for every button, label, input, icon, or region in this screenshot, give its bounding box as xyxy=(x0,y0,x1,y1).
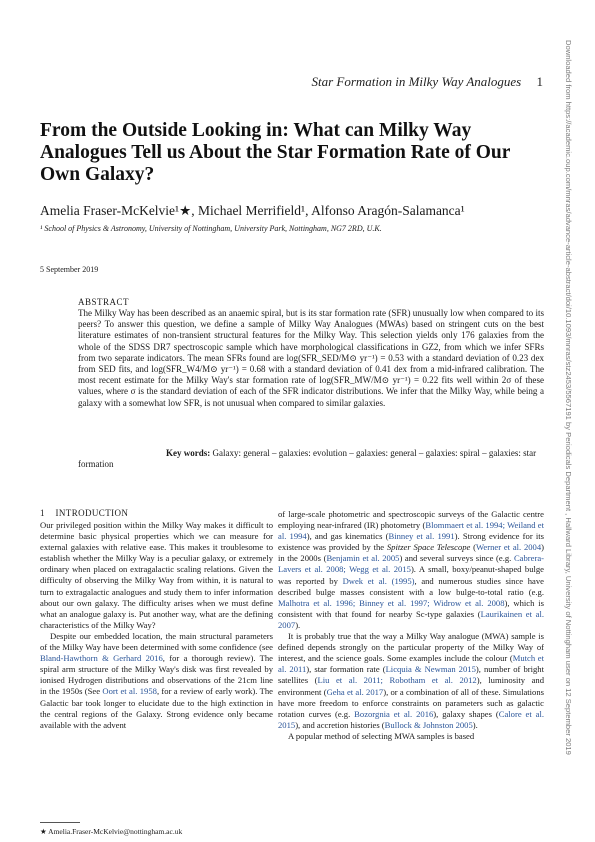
keywords-text: Galaxy: general – galaxies: evolution – galaxies: general – galaxies: spiral – galaxies: star formation xyxy=(78,448,537,470)
authors: Amelia Fraser-McKelvie¹★, Michael Merrifield¹, Alfonso Aragón-Salamanca¹ xyxy=(40,203,465,218)
abstract-text: The Milky Way has been described as an anaemic spiral, but is its star formation rate (SFR) unusually low when compared to its peers? To answer this question, we define a sample of Milky Way Analogues (MWAs) based on stringent cuts on the best literature estimates of non-transient structural features for the Milky Way. This selection yields only 176 galaxies from the whole of the SDSS DR7 spectroscopic sample which have morphological classifications in GZ2, from which we infer SFRs from two separate indicators. The mean SFRs found are log(SFR_SED/M⊙ yr⁻¹) = 0.53 with a standard deviation of 0.23 dex from SED fits, and log(SFR_W4/M⊙ yr⁻¹) = 0.68 with a standard deviation of 0.41 dex from a mid-infrared calibration. The most recent estimate for the Milky Way's star formation rate of log(SFR_MW/M⊙ yr⁻¹) = 0.22 fits well within 2σ of these values, where σ is the standard deviation of each of the SFR indicator distributions. We infer that the Milky Way, while being a galaxy with a somewhat low SFR, is not unusual when compared to similar galaxies. xyxy=(78,308,544,408)
citation-link[interactable]: Mutch et al. 2011 xyxy=(278,653,544,675)
citation-link[interactable]: Dwek et al. (1995) xyxy=(342,575,415,586)
keywords xyxy=(78,448,544,471)
intro-paragraph-2: Despite our embedded location, the main structural parameters of the Milky Way have been determined with some confidence (see Bland-Hawthorn & Gerhard 2016, for a thorough review). The spiral arm structure of the Milky Way's disk was first revealed by ionised Hydrogen distributions and observations of the 21cm line in the 1950s (See Oort et al. 1958, for a review of early work). The Galactic bar took longer to elucidate due to the high extinction in the central regions of the Galaxy. Strong evidence only became available with the advent xyxy=(40,630,273,730)
citation-link[interactable]: Werner et al. 2004 xyxy=(476,542,542,553)
citation-link[interactable]: Liu et al. 2011; Robotham et al. 2012 xyxy=(317,675,477,686)
citation-link[interactable]: Oort et al. 1958 xyxy=(102,686,157,697)
date: 5 September 2019 xyxy=(40,265,99,274)
intro-paragraph-3: of large-scale photometric and spectroscopic surveys of the Galactic centre employing near-infrared (IR) photometry (Blommaert et al. 1994; Weiland et al. 1994), and gas kinematics (Binney et al. 1991). Strong evidence for its existence was provided by the Spitzer Space Telescope (Werner et al. 2004) in the 2000s (Benjamin et al. 2005) and several surveys since (e.g. Cabrera-Lavers et al. 2008; Wegg et al. 2015). A small, boxy/peanut-shaped bulge was reported by Dwek et al. (1995), and numerous studies since have described bulge masses consistent with a low bulge-to-total ratio (e.g. Malhotra et al. 1996; Binney et al. 1997; Widrow et al. 2008), which is consistent with that found for nearby Sc-type galaxies (Laurikainen et al. 2007). xyxy=(278,509,545,630)
citation-link[interactable]: Bullock & Johnston 2005 xyxy=(384,719,473,730)
footnote-divider xyxy=(40,822,80,823)
citation-link[interactable]: Bland-Hawthorn & Gerhard 2016 xyxy=(40,653,163,664)
download-watermark xyxy=(563,40,583,800)
intro-paragraph-1: Our privileged position within the Milky Way makes it difficult to determine basic physical properties which we can measure for external galaxies with relative ease. This makes it troublesome to establish whether the Milky Way is a peculiar galaxy, or extremely ordinary when placed on extragalactic scaling relations. Given the difficulty of observing the Milky Way from within, it is natural to turn to extragalactic analogues and study them to infer information about our own galaxy. The difficulty arises when we must define what an analogue galaxy is. Put another way, what are the defining characteristics of the Milky Way? xyxy=(40,520,273,630)
citation-link[interactable]: Laurikainen et al. 2007 xyxy=(278,608,544,630)
running-title: Star Formation in Milky Way Analogues xyxy=(311,74,522,89)
citation-link[interactable]: Benjamin et al. 2005 xyxy=(326,553,400,564)
paper-title: From the Outside Looking in: What can Milky Way Analogues Tell us About the Star Formation Rate of Our Own Galaxy? xyxy=(40,120,511,185)
running-header xyxy=(0,74,543,90)
section-title: INTRODUCTION xyxy=(55,508,129,518)
affiliation: ¹ School of Physics & Astronomy, University of Nottingham, University Park, Nottingham, NG7 2RD, U.K. xyxy=(40,224,382,233)
citation-link[interactable]: Malhotra et al. 1996; Binney et al. 1997; Widrow et al. 2008 xyxy=(278,597,505,608)
citation-link[interactable]: Geha et al. 2017 xyxy=(326,686,384,697)
page-number: 1 xyxy=(536,74,543,89)
citation-link[interactable]: Blommaert et al. 1994; Weiland et al. 1994 xyxy=(278,520,545,542)
keywords-label: Key words: xyxy=(166,448,211,458)
section-heading xyxy=(40,508,128,518)
citation-link[interactable]: Bozorgnia et al. 2016 xyxy=(354,708,434,719)
telescope-name: Spitzer Space Telescope xyxy=(386,542,471,553)
footnote: ★ Amelia.Fraser-McKelvie@nottingham.ac.uk xyxy=(40,827,183,836)
intro-paragraph-4: It is probably true that the way a Milky Way analogue (MWA) sample is defined depends strongly on the particular property of the Milky Way of interest, and the science goals. Some examples include the colour (Mutch et al. 2011), star formation rate (Licquia & Newman 2015), number of bright satellites (Liu et al. 2011; Robotham et al. 2012), luminosity and environment (Geha et al. 2017), or a combination of all of these. Simulations have more freedom to enforce constraints on parameters such as galactic rotation curves (e.g. Bozorgnia et al. 2016), galaxy shapes (Calore et al. 2015), and accretion histories (Bullock & Johnston 2005). xyxy=(278,631,545,730)
citation-link[interactable]: Cabrera-Lavers et al. 2008; Wegg et al. 2015 xyxy=(278,553,544,575)
citation-link[interactable]: Licquia & Newman 2015 xyxy=(385,664,476,675)
citation-link[interactable]: Binney et al. 1991 xyxy=(388,531,455,542)
abstract-heading: ABSTRACT xyxy=(78,297,130,307)
download-note: Downloaded from https://academic.oup.com/mnras/advance-article-abstract/doi/10.1093/mnras/stz2453/5567191 by Periodicals Department , Hallward Library, University of Nottingham user on 12 September 2019 xyxy=(564,40,573,755)
intro-paragraph-5: A popular method of selecting MWA samples is based xyxy=(288,730,475,741)
citation-link[interactable]: Calore et al. 2015 xyxy=(278,708,545,730)
section-number: 1 xyxy=(40,508,45,518)
right-column xyxy=(278,509,544,742)
left-column xyxy=(40,520,273,731)
